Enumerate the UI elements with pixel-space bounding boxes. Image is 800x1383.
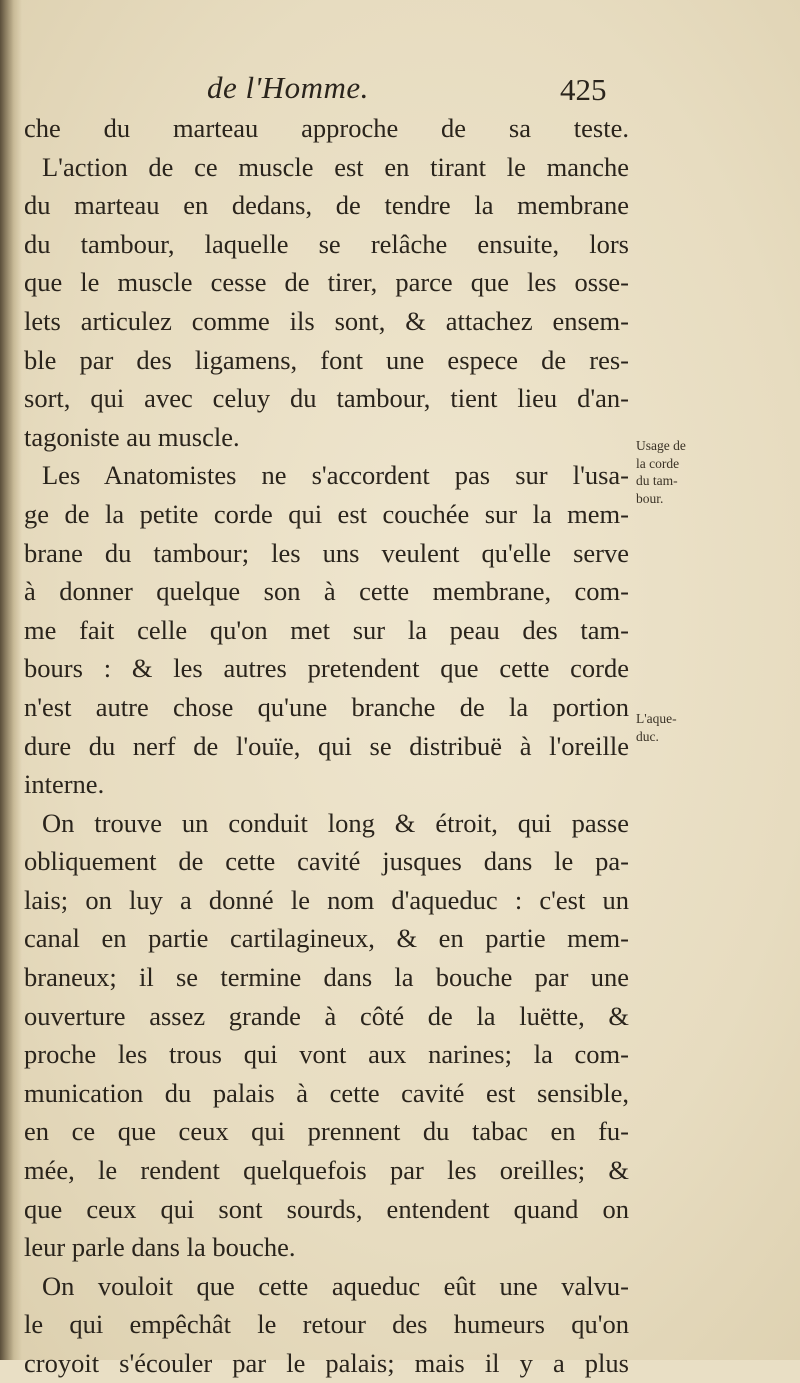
body-text (24, 109, 629, 1383)
text-line: mée, le rendent quelquefois par les oreilles; & (24, 1155, 629, 1186)
margin-note-line: du tam- (636, 473, 678, 488)
text-line: leur parle dans la bouche. (24, 1232, 296, 1263)
text-line: obliquement de cette cavité jusques dans le pa- (24, 846, 629, 877)
text-line: brane du tambour; les uns veulent qu'elle serve (24, 537, 629, 568)
text-line: proche les trous qui vont aux narines; la com- (24, 1039, 629, 1070)
text-line: me fait celle qu'on met sur la peau des tam- (24, 614, 629, 645)
text-line: munication du palais à cette cavité est sensible, (24, 1077, 629, 1108)
text-line: dure du nerf de l'ouïe, qui se distribuë à l'oreille (24, 730, 629, 761)
text-line: L'action de ce muscle est en tirant le manche (42, 151, 629, 182)
text-line: lets articulez comme ils sont, & attachez ensem- (24, 305, 629, 336)
running-title: de l'Homme. (207, 70, 369, 105)
margin-note-line: bour. (636, 490, 664, 506)
margin-note-aqueduc (636, 710, 746, 745)
text-line: tagoniste au muscle. (24, 421, 240, 452)
text-line: que le muscle cesse de tirer, parce que les osse- (24, 267, 629, 298)
text-line: ge de la petite corde qui est couchée sur la mem- (24, 498, 629, 529)
margin-note-line: la corde (636, 455, 680, 471)
text-line: en ce que ceux qui prennent du tabac en fu- (24, 1116, 629, 1147)
text-line: canal en partie cartilagineux, & en partie mem- (24, 923, 629, 954)
text-line: à donner quelque son à cette membrane, com- (24, 576, 629, 607)
text-line: ouverture assez grande à côté de la luëtte, & (24, 1000, 629, 1031)
text-line: du marteau en dedans, de tendre la membrane (24, 190, 629, 221)
margin-note-usage-corde (636, 437, 746, 507)
running-head (22, 70, 642, 114)
text-line: sort, qui avec celuy du tambour, tient lieu d'an- (24, 383, 629, 414)
text-line: braneux; il se termine dans la bouche par une (24, 962, 629, 993)
text-line: du tambour, laquelle se relâche ensuite, lors (24, 228, 629, 259)
text-line: On trouve un conduit long & étroit, qui passe (42, 807, 629, 838)
text-line: croyoit s'écouler par le palais; mais il y a plus (24, 1348, 629, 1378)
text-line: ble par des ligamens, font une espece de res- (24, 344, 629, 375)
text-line: che du marteau approche de sa teste. (24, 113, 629, 143)
text-line: le qui empêchât le retour des humeurs qu'on (24, 1309, 629, 1340)
text-line: lais; on luy a donné le nom d'aqueduc : c'est un (24, 884, 629, 915)
text-line: Les Anatomistes ne s'accordent pas sur l'usa- (42, 460, 629, 491)
margin-note-line: L'aque- (636, 711, 677, 726)
margin-note-line: Usage de (636, 438, 686, 453)
text-line: bours : & les autres pretendent que cette corde (24, 653, 629, 684)
page-number: 425 (560, 72, 607, 107)
text-line: que ceux qui sont sourds, entendent quand on (24, 1193, 629, 1224)
margin-note-line: duc. (636, 728, 659, 744)
text-line: interne. (24, 769, 105, 800)
text-line: n'est autre chose qu'une branche de la portion (24, 691, 629, 722)
text-line: On vouloit que cette aqueduc eût une valvu- (42, 1270, 629, 1301)
page-binding-shadow (0, 0, 22, 1360)
